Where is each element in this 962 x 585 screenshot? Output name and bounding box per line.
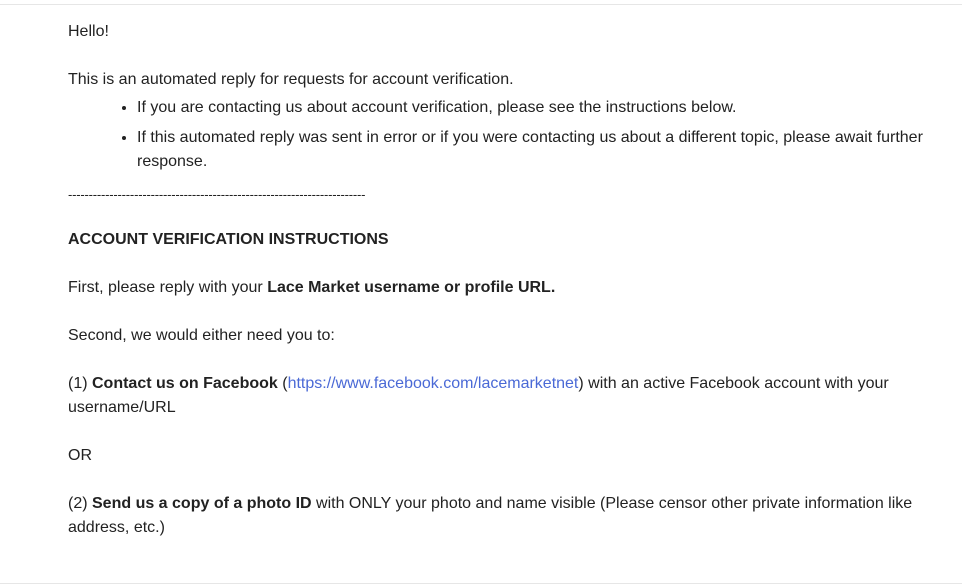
option-1-bold: Contact us on Facebook <box>92 375 278 392</box>
instructions-heading: ACCOUNT VERIFICATION INSTRUCTIONS <box>68 231 389 248</box>
info-bullet-list <box>68 96 948 174</box>
intro-text: This is an automated reply for requests for account verification. <box>68 71 514 88</box>
or-separator: OR <box>68 447 92 464</box>
first-step-text: First, please reply with your <box>68 279 268 296</box>
facebook-link[interactable]: https://www.facebook.com/lacemarketnet <box>287 375 579 392</box>
option-1-paren-open: ( <box>277 375 288 392</box>
bottom-divider <box>0 583 962 584</box>
option-1-number: (1) <box>68 375 92 392</box>
option-1-rest: ) with an active Facebook account with your username/URL <box>68 375 889 416</box>
email-body <box>68 20 948 540</box>
option-2-number: (2) <box>68 495 92 512</box>
greeting: Hello! <box>68 23 109 40</box>
first-step <box>68 276 948 300</box>
option-2-bold: Send us a copy of a photo ID <box>92 495 312 512</box>
option-2 <box>68 492 948 540</box>
option-1 <box>68 372 948 420</box>
dashed-divider: ------------------------------------------------------------------------ <box>68 187 366 202</box>
bullet-item: • If this automated reply was sent in error or if you were contacting us about a different topic, please await further response. <box>137 126 948 174</box>
second-step: Second, we would either need you to: <box>68 327 335 344</box>
top-divider <box>0 4 962 5</box>
first-step-bold: Lace Market username or profile URL. <box>267 279 556 296</box>
option-2-rest: with ONLY your photo and name visible (Please censor other private information like address, etc.) <box>68 495 913 536</box>
bullet-item: • If you are contacting us about account verification, please see the instructions below. <box>137 96 948 120</box>
